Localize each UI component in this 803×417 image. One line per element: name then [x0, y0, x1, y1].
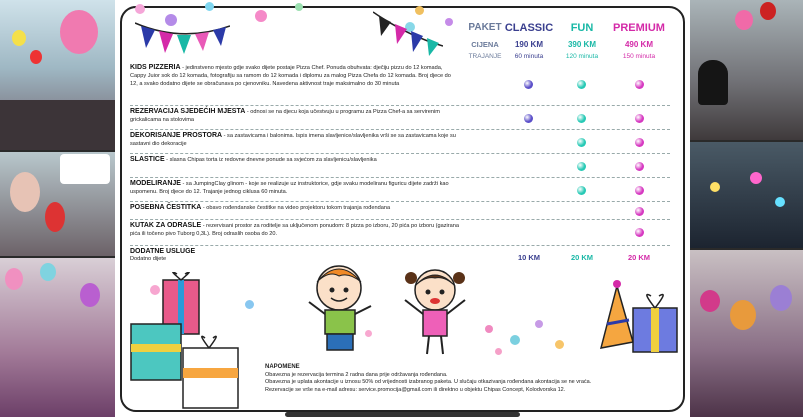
included-marker-premium: [635, 228, 644, 237]
included-marker-classic: [524, 80, 533, 89]
package-classic-price: 190 KM: [514, 40, 543, 49]
included-marker-premium: [635, 114, 644, 123]
package-premium-duration: 150 minuta: [622, 53, 656, 60]
service-name: KIDS PIZZERIA: [130, 64, 181, 71]
service-description: - odnosi se na djecu koja učestvuju u programu za Pizza Chef-a sa servirenim grickalicama na stolovima: [130, 109, 440, 123]
package-fun-duration: 120 minuta: [565, 53, 599, 60]
service-row-dekorisanje: [130, 132, 670, 154]
service-description: - jedinstveno mjesto gdje svako dijete postaje Pizza Chef. Ponuda obuhvata: dječiju pizzu do 12 komada, Cappy Juior sok do 12 komada, fotografiju sa ramom do 12 komada i diplomu za malog Pizza Chefa do 12 komada. Broj djece do 12, a svako dodatno dijete se obračunava po cjenovniku. Navedena aktivnost traje maksimalno do 30 minuta: [130, 65, 451, 87]
service-description: - sa zastavicama i balonima. Ispis imena slavljenice/slavljenika vrši se sa zastavicama koje su sastavni dio dekoracije: [130, 133, 456, 147]
extra-services-title: DODATNE USLUGE: [130, 248, 196, 255]
included-marker-premium: [635, 162, 644, 171]
bunting-flags-right: [373, 8, 443, 58]
cijena-label: CIJENA: [471, 40, 499, 49]
notes-line: Rezervacije se vrše na e-mail adresu: service.promocija@gmail.com ili direktno u objektu Chipas Concept, Kolodvorska 12.: [265, 386, 566, 393]
included-marker-fun: [577, 138, 586, 147]
extra-price-classic: 10 KM: [517, 253, 541, 262]
extra-price-premium: 20 KM: [627, 253, 651, 262]
paket-label: PAKET: [468, 22, 502, 33]
service-name: DEKORISANJE PROSTORA: [130, 132, 223, 139]
service-name: SLASTICE: [130, 156, 165, 163]
service-description: - rezervisani prostor za roditelje sa uključenom ponudom: 8 pizza po izboru, 20 pića po izboru (gazirana pića ili točeno pivo Tuborg 0,3L). Broj odraslih osoba do 20.: [130, 223, 459, 237]
service-row-rezervacija: [130, 108, 670, 130]
included-marker-premium: [635, 207, 644, 216]
party-hat-and-gift: [593, 272, 683, 356]
service-description: - slasna Chipas torta iz redovne dnevne ponude sa svjećom za slavljenicu/slavljenika: [164, 157, 377, 163]
included-marker-fun: [577, 186, 586, 195]
service-name: KUTAK ZA ODRASLE: [130, 222, 202, 229]
service-name: REZERVACIJA SJEDEĆIH MJESTA: [130, 108, 246, 115]
notes-line: Obavezna je uplata akontacije u iznosu 50% od vrijednosti izabranog paketa. U slučaju otkazivanja rođendana akontacija se ne vraća.: [265, 379, 592, 386]
birthday-price-list: [115, 0, 690, 417]
extra-price-fun: 20 KM: [570, 253, 594, 262]
included-marker-fun: [577, 114, 586, 123]
package-classic-duration: 60 minuta: [514, 53, 544, 60]
girl-cartoon: [395, 264, 475, 360]
photo-collage-left: [0, 0, 115, 417]
included-marker-premium: [635, 80, 644, 89]
party-photo: [690, 250, 803, 417]
included-marker-premium: [635, 138, 644, 147]
service-row-modeliranje: [130, 180, 670, 202]
package-premium-price: 490 KM: [624, 40, 653, 49]
service-description: - obavo rođendanske čestitke na video projektoru tokom trajanja rođendana: [201, 205, 391, 211]
included-marker-fun: [577, 162, 586, 171]
notes-title: NAPOMENE: [265, 364, 300, 370]
bunting-flags-left: [135, 18, 230, 60]
extra-services-description: Dodatno dijete: [130, 256, 167, 262]
included-marker-fun: [577, 80, 586, 89]
included-marker-premium: [635, 186, 644, 195]
included-marker-classic: [524, 114, 533, 123]
service-row-posebna-cestitka: [130, 204, 670, 220]
service-name: MODELIRANJE: [130, 180, 181, 187]
party-photo: [690, 0, 803, 140]
photo-collage-right: [690, 0, 803, 417]
gift-boxes-illustration: [123, 272, 243, 410]
service-name: POSEBNA ČESTITKA: [130, 204, 202, 211]
party-photo: [0, 152, 115, 256]
service-row-slastice: [130, 156, 670, 178]
service-description: - sa JumpingClay glinom - koje se realizuje uz instruktorice, gdje svaku modeliranu figuricu dijete zadrži kao uspomenu. Broj djece do 12. Trajanje jednog ciklusa 60 minuta.: [130, 181, 449, 195]
boy-cartoon: [303, 262, 381, 360]
service-row-kutak-za-odrasle: [130, 222, 670, 246]
service-row-kids-pizzeria: [130, 64, 670, 106]
package-fun-price: 390 KM: [567, 40, 596, 49]
package-fun-name: FUN: [570, 22, 594, 34]
trajanje-label: TRAJANJE: [468, 53, 502, 60]
package-premium-name: PREMIUM: [613, 22, 665, 34]
party-photo: [0, 0, 115, 150]
party-photo: [690, 142, 803, 248]
bottom-edge-bar: [285, 412, 520, 417]
notes-section: [265, 364, 665, 394]
package-classic-name: CLASSIC: [504, 22, 554, 34]
party-photo: [0, 258, 115, 417]
notes-line: Obavezna je rezervacija termina 2 radna dana prije održavanja rođendana.: [265, 371, 448, 378]
